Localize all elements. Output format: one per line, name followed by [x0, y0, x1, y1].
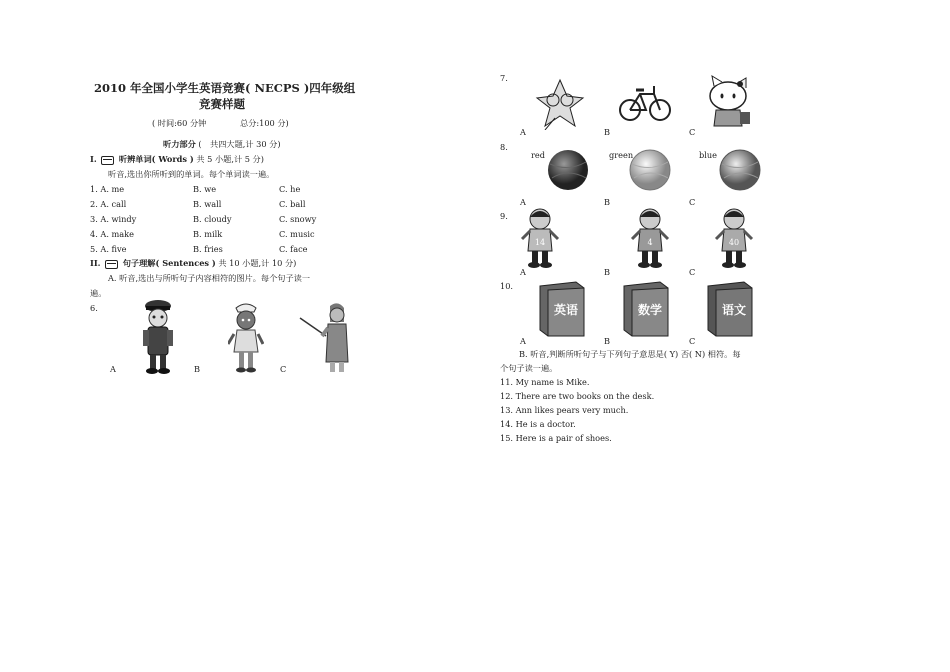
ball-picture-green	[628, 148, 672, 192]
option-row-3a[interactable]: 3. A. windy	[90, 214, 137, 224]
q7-option-c[interactable]: C	[689, 127, 696, 137]
chinese-book-picture	[704, 280, 756, 338]
listening-label: 听力部分 (	[163, 139, 202, 149]
question-10-number: 10.	[500, 281, 514, 291]
exam-title-line1: 2010 年全国小学生英语竞赛( NECPS )四年级组	[94, 81, 356, 95]
option-row-1c[interactable]: C. he	[279, 184, 301, 194]
option-row-5b[interactable]: B. fries	[193, 244, 223, 254]
q9-option-a[interactable]: A	[520, 267, 526, 277]
jersey-number-4: 4	[647, 238, 653, 247]
q6-option-b[interactable]: B	[194, 364, 201, 374]
option-row-4b[interactable]: B. milk	[193, 229, 223, 239]
option-row-3c[interactable]: C. snowy	[279, 214, 317, 224]
bicycle-picture	[618, 80, 672, 122]
q9-option-b[interactable]: B	[604, 267, 611, 277]
part1-instruction: 听音,选出你所听到的单词。每个单词读一遍。	[108, 169, 275, 179]
question-9-number: 9.	[500, 211, 508, 221]
option-row-5c[interactable]: C. face	[279, 244, 308, 254]
q8-color-green: green	[609, 150, 634, 160]
option-row-5a[interactable]: 5. A. five	[90, 244, 127, 254]
exam-title-line2: 竞赛样题	[199, 97, 245, 111]
sentence-14: 14. He is a doctor.	[500, 419, 576, 429]
headphones-icon	[101, 156, 114, 165]
q6-option-a[interactable]: A	[110, 364, 116, 374]
nurse-picture	[228, 300, 264, 374]
option-row-4a[interactable]: 4. A. make	[90, 229, 134, 239]
boy-jersey-14-picture	[520, 207, 560, 271]
q10-option-b[interactable]: B	[604, 336, 611, 346]
part2-instruction-b-line2: 个句子读一遍。	[500, 363, 558, 373]
q9-option-c[interactable]: C	[689, 267, 696, 277]
police-officer-picture	[140, 298, 176, 374]
question-7-number: 7.	[500, 73, 508, 83]
q7-option-b[interactable]: B	[604, 127, 611, 137]
option-row-2b[interactable]: B. wall	[193, 199, 222, 209]
option-row-2c[interactable]: C. ball	[279, 199, 306, 209]
ball-picture-blue	[718, 148, 762, 192]
option-row-4c[interactable]: C. music	[279, 229, 315, 239]
q6-option-c[interactable]: C	[280, 364, 287, 374]
part2-instruction-a-line2: 遍。	[90, 288, 107, 298]
sentence-15: 15. Here is a pair of shoes.	[500, 433, 612, 443]
sentence-11: 11. My name is Mike.	[500, 377, 590, 387]
option-row-2a[interactable]: 2. A. call	[90, 199, 127, 209]
q10-option-a[interactable]: A	[520, 336, 526, 346]
option-row-3b[interactable]: B. cloudy	[193, 214, 232, 224]
q7-option-a[interactable]: A	[520, 127, 526, 137]
sentence-13: 13. Ann likes pears very much.	[500, 405, 629, 415]
boy-jersey-40-picture	[714, 207, 754, 271]
book-label-chinese: 语文	[721, 303, 747, 317]
boy-jersey-4-picture	[630, 207, 670, 271]
part1-heading: I. 听辨单词( Words ) 共 5 小题,计 5 分)	[90, 154, 264, 164]
part2-instruction-a-line1: A. 听音,选出与所听句子内容相符的图片。每个句子读一	[108, 273, 311, 283]
jersey-number-14: 14	[534, 238, 546, 247]
exam-time: ( 时间:60 分钟	[152, 118, 207, 128]
kite-picture	[535, 78, 585, 130]
exam-total-score: 总分:100 分)	[240, 118, 289, 128]
jersey-number-40: 40	[728, 238, 740, 247]
option-row-1a[interactable]: 1. A. me	[90, 184, 125, 194]
q8-option-c[interactable]: C	[689, 197, 696, 207]
ball-picture-red	[546, 148, 590, 192]
option-row-1b[interactable]: B. we	[193, 184, 217, 194]
q10-option-c[interactable]: C	[689, 336, 696, 346]
q8-option-a[interactable]: A	[520, 197, 526, 207]
listening-note: 共四大题,计 30 分)	[210, 139, 281, 149]
q8-option-b[interactable]: B	[604, 197, 611, 207]
book-label-math: 数学	[637, 303, 663, 317]
sentence-12: 12. There are two books on the desk.	[500, 391, 655, 401]
part2-instruction-b-line1: B. 听音,判断所听句子与下列句子意思是( Y) 否( N) 相符。每	[519, 349, 741, 359]
teacher-picture	[298, 300, 354, 374]
question-8-number: 8.	[500, 142, 508, 152]
hello-kitty-picture	[706, 74, 752, 130]
english-book-picture	[536, 280, 588, 338]
part2-heading: II. 句子理解( Sentences ) 共 10 小题,计 10 分)	[90, 258, 297, 268]
q8-color-blue: blue	[699, 150, 717, 160]
book-label-english: 英语	[553, 303, 579, 317]
math-book-picture	[620, 280, 672, 338]
headphones-icon	[105, 260, 118, 269]
q8-color-red: red	[531, 150, 546, 160]
question-6-number: 6.	[90, 303, 98, 313]
